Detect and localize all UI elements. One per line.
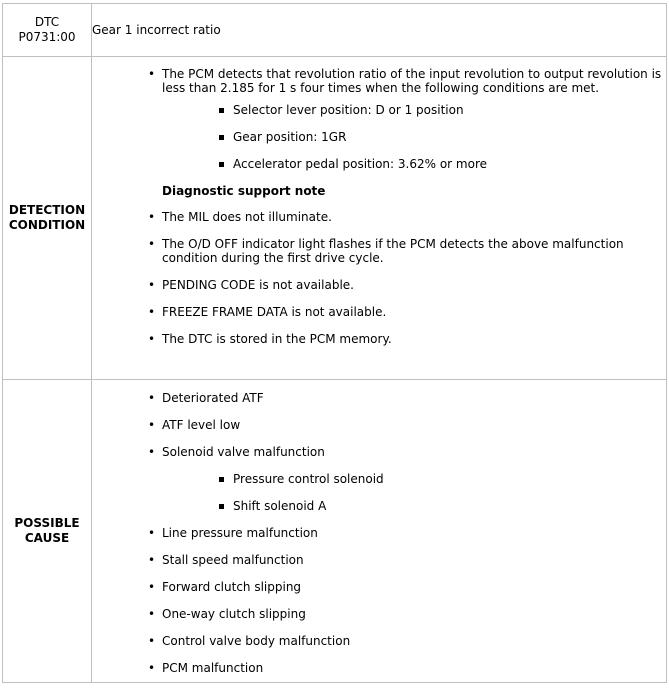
dtc-label: DTC [34, 15, 60, 29]
cause-label-line2: CAUSE [24, 531, 70, 545]
cause-text: One-way clutch slipping [162, 607, 306, 621]
list-item [92, 305, 666, 319]
detection-condition-content [92, 57, 667, 380]
detection-label-line1: DETECTION [8, 203, 86, 217]
cause-text: Deteriorated ATF [162, 391, 264, 405]
cause-list [92, 391, 666, 675]
sub-cause-text: Pressure control solenoid [233, 472, 384, 486]
note-text: PENDING CODE is not available. [162, 278, 354, 292]
bullet-icon: • [148, 210, 156, 224]
list-item [92, 103, 666, 117]
cause-text: PCM malfunction [162, 661, 264, 675]
condition-text: Gear position: 1GR [233, 130, 347, 144]
cause-text: Forward clutch slipping [162, 580, 302, 594]
note-title-text: Diagnostic support note [162, 184, 326, 198]
dtc-code: P0731:00 [18, 30, 76, 44]
list-item [92, 210, 666, 224]
list-item [92, 237, 666, 265]
bullet-icon: • [148, 418, 156, 432]
sub-cause-text: Shift solenoid A [233, 499, 327, 513]
list-item [92, 607, 666, 621]
diagnostic-note-title [92, 184, 666, 198]
detection-list [92, 67, 666, 346]
dtc-description: Gear 1 incorrect ratio [92, 4, 667, 57]
condition-text: Selector lever position: D or 1 position [233, 103, 464, 117]
cause-text: Line pressure malfunction [162, 526, 318, 540]
list-item [92, 391, 666, 405]
list-item [92, 67, 666, 95]
possible-cause-label [3, 380, 92, 683]
dtc-table [2, 3, 667, 683]
list-item [92, 418, 666, 432]
list-item [92, 157, 666, 171]
note-text: FREEZE FRAME DATA is not available. [162, 305, 387, 319]
cause-text: ATF level low [162, 418, 241, 432]
bullet-icon: • [148, 305, 156, 319]
cause-text: Solenoid valve malfunction [162, 445, 325, 459]
cause-label-line1: POSSIBLE [14, 516, 80, 530]
square-bullet-icon [219, 108, 224, 113]
list-item [92, 332, 666, 346]
dtc-code-cell [3, 4, 92, 57]
dtc-header-row [3, 4, 667, 57]
bullet-icon: • [148, 661, 156, 675]
possible-cause-row [3, 380, 667, 683]
bullet-icon: • [148, 580, 156, 594]
bullet-icon: • [148, 237, 156, 251]
bullet-icon: • [148, 607, 156, 621]
cause-text: Control valve body malfunction [162, 634, 351, 648]
list-item [92, 634, 666, 648]
square-bullet-icon [219, 135, 224, 140]
bullet-icon: • [148, 634, 156, 648]
square-bullet-icon [219, 504, 224, 509]
detection-main-text: The PCM detects that revolution ratio of the input revolution to output revolution is less than 2.185 for 1 s four times when the following conditions are met. [162, 67, 662, 95]
list-item [92, 278, 666, 292]
note-text: The O/D OFF indicator light flashes if the PCM detects the above malfunction condition during the first drive cycle. [162, 237, 624, 265]
list-item [92, 580, 666, 594]
square-bullet-icon [219, 162, 224, 167]
note-text: The DTC is stored in the PCM memory. [162, 332, 392, 346]
bullet-icon: • [148, 278, 156, 292]
list-item [92, 499, 666, 513]
bullet-icon: • [148, 332, 156, 346]
bullet-icon: • [148, 553, 156, 567]
square-bullet-icon [219, 477, 224, 482]
list-item [92, 445, 666, 459]
bullet-icon: • [148, 445, 156, 459]
condition-text: Accelerator pedal position: 3.62% or more [233, 157, 487, 171]
detection-condition-label [3, 57, 92, 380]
detection-condition-row [3, 57, 667, 380]
list-item [92, 661, 666, 675]
list-item [92, 130, 666, 144]
possible-cause-content [92, 380, 667, 683]
bullet-icon: • [148, 526, 156, 540]
bullet-icon: • [148, 391, 156, 405]
detection-label-line2: CONDITION [8, 218, 86, 232]
list-item [92, 553, 666, 567]
bullet-icon: • [148, 67, 156, 81]
note-text: The MIL does not illuminate. [162, 210, 332, 224]
list-item [92, 526, 666, 540]
cause-text: Stall speed malfunction [162, 553, 304, 567]
list-item [92, 472, 666, 486]
